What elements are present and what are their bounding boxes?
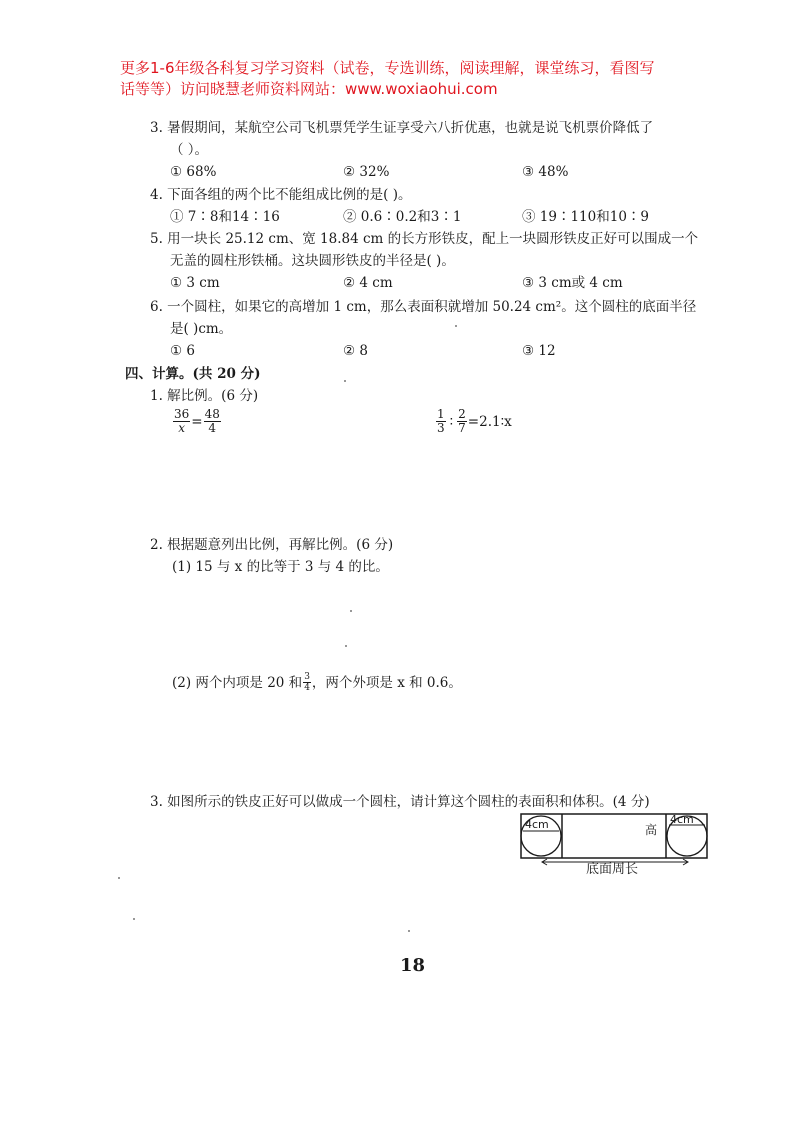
- equation-1-left-fraction: [173, 408, 190, 435]
- question-4-option-3: ③ 19∶110和10∶9: [522, 209, 650, 225]
- question-6-option-3: ③ 12: [522, 343, 556, 359]
- equation-1-right-fraction: [204, 408, 221, 435]
- part-2-subquestion-2-end: ，两个外项是 x 和 0.6。: [311, 674, 462, 691]
- question-4-option-2: ② 0.6∶0.2和3∶1: [343, 209, 462, 225]
- question-3-text: 3. 暑假期间，某航空公司飞机票凭学生证享受六八折优惠，也就是说飞机票价降低了: [150, 120, 654, 136]
- equation-2-numerator-2: 2: [458, 407, 466, 421]
- equation-2-rest: =2.1∶x: [467, 413, 512, 430]
- question-3-blank: （ ）。: [170, 142, 209, 158]
- scan-speck: [345, 645, 347, 647]
- part-3-title: 3. 如图所示的铁皮正好可以做成一个圆柱，请计算这个圆柱的表面积和体积。(4 分): [150, 794, 650, 810]
- banner-line-1: 更多1-6年级各科复习学习资料（试卷，专选训练，阅读理解，课堂练习，看图写: [120, 59, 655, 77]
- equation-2-colon: ∶: [449, 413, 454, 430]
- equation-2-denominator-1: 3: [437, 421, 445, 435]
- scan-speck: [118, 877, 120, 879]
- equation-1-right-denominator: 4: [208, 421, 217, 435]
- left-diameter-label: 4cm: [525, 818, 549, 831]
- banner-line-2: 话等等）访问晓慧老师资料网站：www.woxiaohui.com: [120, 80, 498, 98]
- question-5-option-3: ③ 3 cm或 4 cm: [522, 275, 623, 291]
- question-6-line-2: 是( )cm。: [170, 321, 233, 337]
- question-5-option-1: ① 3 cm: [170, 275, 220, 291]
- question-3-option-2: ② 32%: [343, 164, 390, 180]
- scan-speck: [344, 380, 346, 382]
- question-5-option-2: ② 4 cm: [343, 275, 393, 291]
- part-2-fraction: [303, 672, 311, 693]
- part-2-fraction-numerator: 3: [304, 672, 310, 682]
- equation-2: [435, 408, 512, 435]
- part-2-title: 2. 根据题意列出比例，再解比例。(6 分): [150, 537, 394, 553]
- part-2-subquestion-2-start: (2) 两个内项是 20 和: [172, 674, 303, 691]
- section-4-title: 四、计算。(共 20 分): [125, 366, 261, 382]
- equation-1-right-numerator: 48: [204, 407, 220, 421]
- part-2-fraction-denominator: 4: [304, 683, 310, 693]
- equation-1: [172, 408, 222, 435]
- part-1-title: 1. 解比例。(6 分): [150, 388, 259, 404]
- question-6-option-2: ② 8: [343, 343, 368, 359]
- question-3-option-1: ① 68%: [170, 164, 217, 180]
- part-2-subquestion-2: [172, 672, 462, 693]
- equation-1-left-denominator: x: [178, 421, 186, 435]
- base-circumference-label: 底面周长: [586, 862, 639, 877]
- equation-2-numerator-1: 1: [437, 407, 445, 421]
- height-label: 高: [645, 823, 658, 837]
- equation-1-left-numerator: 36: [174, 407, 190, 421]
- scan-speck: [350, 610, 352, 612]
- right-diameter-label: 4cm: [670, 813, 694, 826]
- question-4-option-1: ① 7∶8和14∶16: [170, 209, 280, 225]
- scan-speck: [455, 325, 457, 327]
- question-3-option-3: ③ 48%: [522, 164, 569, 180]
- question-5-line-2: 无盖的圆柱形铁桶。这块圆形铁皮的半径是( )。: [170, 253, 455, 269]
- question-4-text: 4. 下面各组的两个比不能组成比例的是( )。: [150, 187, 412, 203]
- question-6-option-1: ① 6: [170, 343, 195, 359]
- scan-speck: [133, 918, 135, 920]
- equation-1-equals: =: [191, 413, 203, 430]
- scan-speck: [408, 930, 410, 932]
- equation-2-fraction-1: [436, 408, 446, 435]
- page-number: 18: [400, 955, 426, 976]
- part-2-subquestion-1: (1) 15 与 x 的比等于 3 与 4 的比。: [172, 559, 389, 575]
- equation-2-fraction-2: [457, 408, 467, 435]
- equation-2-denominator-2: 7: [458, 421, 466, 435]
- question-5-line-1: 5. 用一块长 25.12 cm、宽 18.84 cm 的长方形铁皮，配上一块圆形铁皮正好可以围成一个: [150, 231, 699, 247]
- question-6-line-1: 6. 一个圆柱，如果它的高增加 1 cm，那么表面积就增加 50.24 cm²。这个圆柱的底面半径: [150, 299, 697, 315]
